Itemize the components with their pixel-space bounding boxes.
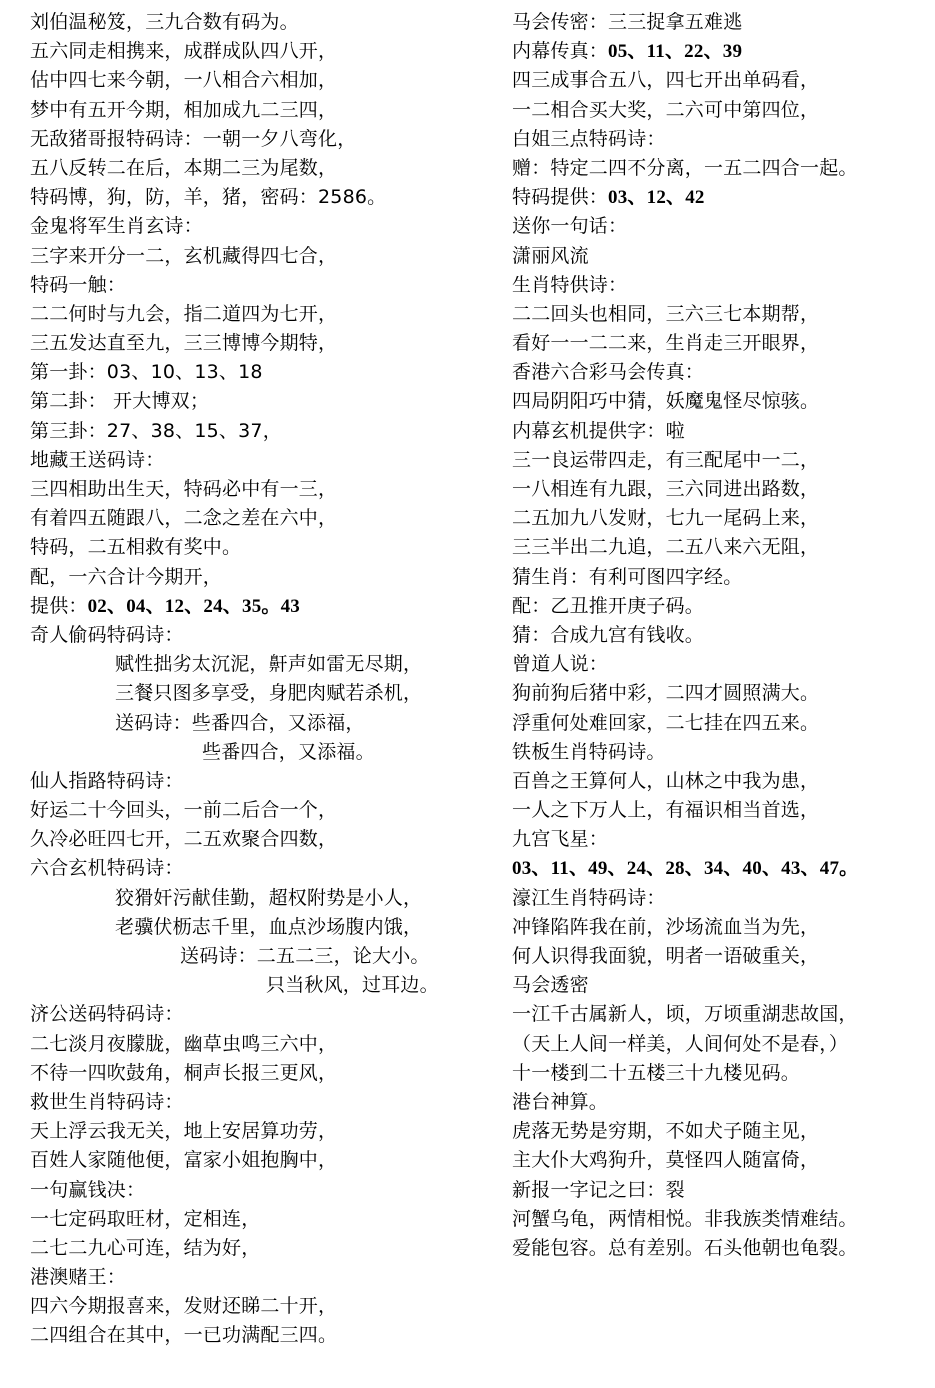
text-line <box>512 271 932 300</box>
line-text: 四局阴阳巧中猜，妖魔鬼怪尽惊骇。 <box>512 390 820 413</box>
text-line <box>512 1234 932 1263</box>
text-line <box>512 767 932 796</box>
text-line <box>30 971 490 1000</box>
text-line <box>512 1000 932 1029</box>
text-line <box>512 533 932 562</box>
text-line <box>512 446 932 475</box>
line-text: 三五发达直至九，三三博博今期特， <box>30 332 338 355</box>
line-text: 二四组合在其中，一已功满配三四。 <box>30 1324 338 1347</box>
line-text: 配：乙丑推开庚子码。 <box>512 594 705 617</box>
text-line <box>30 8 490 37</box>
line-text: 港澳赌王： <box>30 1266 127 1289</box>
line-text: 奇人偷码特码诗： <box>30 623 184 646</box>
number-sequence: 02、04、12、24、35。43 <box>87 595 301 617</box>
line-text: 金鬼将军生肖玄诗： <box>30 215 203 238</box>
text-line <box>30 96 490 125</box>
line-text: 港台神算。 <box>512 1090 609 1113</box>
text-line <box>512 387 932 416</box>
line-text: 送码诗：些番四合，又添福， <box>115 711 365 734</box>
line-text: 一八相连有九跟，三六同进出路数， <box>512 478 820 500</box>
line-text: 二二何时与九会，指二道四为七开， <box>30 302 338 325</box>
line-text: 一句赢钱决： <box>30 1178 146 1201</box>
text-line <box>512 125 932 154</box>
line-text: 二七二九心可连，结为好， <box>30 1236 261 1259</box>
text-line <box>30 738 490 767</box>
text-line <box>512 212 932 241</box>
line-text: 白姐三点特码诗： <box>512 127 666 150</box>
line-text: 特码博，狗，防，羊，猪，密码：2586。 <box>30 186 387 209</box>
line-text: 五八反转二在后，本期二三为尾数， <box>30 156 338 179</box>
line-text: 百姓人家随他便，富家小姐抱胸中， <box>30 1149 338 1172</box>
text-line <box>30 1146 490 1175</box>
line-text: 冲锋陷阵我在前，沙场流血当为先， <box>512 915 820 938</box>
line-text: 地藏王送码诗： <box>30 448 165 471</box>
text-line <box>30 125 490 154</box>
text-line <box>512 154 932 183</box>
line-text: 浮重何处难回家，二七挂在四五来。 <box>512 711 820 734</box>
text-line <box>30 271 490 300</box>
text-line <box>30 942 490 971</box>
text-line <box>512 96 932 125</box>
number-sequence: 03、12、42 <box>608 187 705 209</box>
text-line <box>30 183 490 212</box>
text-line <box>30 1263 490 1292</box>
line-text: 百兽之王算何人，山林之中我为患， <box>512 769 820 792</box>
text-line <box>30 592 490 621</box>
text-line <box>512 738 932 767</box>
text-line <box>512 504 932 533</box>
text-line <box>512 1146 932 1175</box>
text-line <box>30 358 490 387</box>
text-line <box>30 1030 490 1059</box>
line-text: 主大仆大鸡狗升，莫怪四人随富倚， <box>512 1149 820 1172</box>
text-line <box>30 37 490 66</box>
line-text: 第三卦：27、38、15、37， <box>30 419 282 442</box>
text-line <box>512 679 932 708</box>
text-line <box>30 475 490 504</box>
line-text: 内幕玄机提供字：啦 <box>512 419 685 442</box>
text-line <box>512 475 932 504</box>
text-line <box>30 417 490 446</box>
line-text: 刘伯温秘笈，三九合数有码为。 <box>30 11 299 33</box>
line-text: 特码，二五相救有奖中。 <box>30 536 242 559</box>
line-text: 三一良运带四走，有三配尾中一二， <box>512 448 820 471</box>
line-text: 濠江生肖特码诗： <box>512 886 666 909</box>
line-text: 五六同走相携来，成群成队四八开， <box>30 40 338 63</box>
text-line <box>30 1292 490 1321</box>
line-text: 三四相助出生天，特码必中有一三， <box>30 478 338 500</box>
text-line <box>30 66 490 95</box>
text-line <box>512 709 932 738</box>
line-text: 梦中有五开今期，相加成九二三四， <box>30 98 338 121</box>
line-text: 生肖特供诗： <box>512 273 628 296</box>
line-text: 只当秋风，过耳边。 <box>266 974 439 997</box>
text-line <box>30 533 490 562</box>
line-text: 马会透密 <box>512 974 589 997</box>
line-text: 九宫飞星： <box>512 828 609 851</box>
text-line <box>512 358 932 387</box>
text-line <box>512 942 932 971</box>
line-text: 三字来开分一二，玄机藏得四七合， <box>30 244 338 267</box>
line-text: 猜生肖：有利可图四字经。 <box>512 565 743 588</box>
line-text: 久冷必旺四七开，二五欢聚合四数， <box>30 828 338 851</box>
text-line <box>512 971 932 1000</box>
line-text: 送码诗：二五二三，论大小。 <box>180 945 430 967</box>
line-text: 二二回头也相同，三六三七本期帮， <box>512 302 820 325</box>
line-text: 估中四七来今朝，一八相合六相加， <box>30 69 338 92</box>
line-text: 一二相合买大奖，二六可中第四位， <box>512 98 820 121</box>
line-text: 仙人指路特码诗： <box>30 769 184 792</box>
text-line <box>512 1117 932 1146</box>
text-line <box>30 709 490 738</box>
line-text: 老骥伏枥志千里，血点沙场腹内饿， <box>115 915 423 938</box>
line-text: 配，一六合计今期开， <box>30 565 223 588</box>
line-text: 好运二十今回头，一前二后合一个， <box>30 799 338 822</box>
line-text: 一人之下万人上，有福识相当首选， <box>512 799 820 822</box>
line-label: 内幕传真： <box>512 40 609 63</box>
line-text: 些番四合，又添福。 <box>202 740 375 763</box>
line-text: 新报一字记之曰：裂 <box>512 1178 685 1201</box>
text-line <box>30 1176 490 1205</box>
text-line <box>30 796 490 825</box>
text-line <box>30 767 490 796</box>
line-text: 六合玄机特码诗： <box>30 857 184 880</box>
text-line <box>30 1321 490 1350</box>
text-line <box>512 66 932 95</box>
text-line <box>512 825 932 854</box>
line-text: 十一楼到二十五楼三十九楼见码。 <box>512 1061 801 1084</box>
line-text: 曾道人说： <box>512 653 609 676</box>
text-line <box>30 679 490 708</box>
line-text: 潇丽风流 <box>512 244 589 267</box>
line-text: 爱能包容。总有差别。石头他朝也龟裂。 <box>512 1236 858 1259</box>
text-line <box>512 1176 932 1205</box>
text-line <box>30 884 490 913</box>
line-text: 天上浮云我无关，地上安居算功劳， <box>30 1120 338 1143</box>
text-line <box>512 592 932 621</box>
line-text: 三餐只图多享受，身肥肉赋若杀机， <box>115 682 423 705</box>
line-text: 猜：合成九宫有钱收。 <box>512 623 705 646</box>
text-line <box>512 242 932 271</box>
line-text: 三三半出二九追，二五八来六无阻， <box>512 536 820 559</box>
text-line <box>30 621 490 650</box>
text-line <box>30 242 490 271</box>
text-line <box>30 1205 490 1234</box>
text-line <box>512 650 932 679</box>
text-line <box>512 854 932 883</box>
line-text: 赋性拙劣太沉泥，鼾声如雷无尽期， <box>115 653 423 676</box>
text-line <box>512 1205 932 1234</box>
text-line <box>512 621 932 650</box>
number-sequence: 05、11、22、39 <box>608 41 743 63</box>
text-line <box>30 154 490 183</box>
line-text: 河蟹乌龟，两情相悦。非我族类情难结。 <box>512 1207 858 1230</box>
text-line <box>30 650 490 679</box>
line-text: 不待一四吹鼓角，桐声长报三更风， <box>30 1061 338 1084</box>
line-text: 虎落无势是穷期，不如犬子随主见， <box>512 1120 820 1143</box>
text-line <box>30 504 490 533</box>
line-text: 狡猾奸污献佳勤，超权附势是小人， <box>115 886 423 909</box>
line-text: 特码一触： <box>30 273 127 296</box>
text-line <box>30 1234 490 1263</box>
line-text: 济公送码特码诗： <box>30 1003 184 1026</box>
line-text: 马会传密：三三捉拿五难逃 <box>512 11 743 33</box>
line-text: 第二卦： 开大博双； <box>30 390 210 413</box>
text-line <box>512 1088 932 1117</box>
text-line <box>512 1059 932 1088</box>
line-text: 何人识得我面貌，明者一语破重关， <box>512 945 820 967</box>
line-text: 狗前狗后猪中彩，二四才圆照满大。 <box>512 682 820 705</box>
line-label: 提供： <box>30 594 88 617</box>
line-text: 四六今期报喜来，发财还睇二十开， <box>30 1295 338 1318</box>
text-line <box>30 212 490 241</box>
text-line <box>512 796 932 825</box>
text-line <box>30 300 490 329</box>
text-line <box>30 563 490 592</box>
number-sequence: 03、11、49、24、28、34、40、43、47。 <box>512 858 859 880</box>
text-line <box>512 1030 932 1059</box>
text-line <box>512 913 932 942</box>
line-text: 赠：特定二四不分离，一五二四合一起。 <box>512 156 858 179</box>
text-line <box>30 1088 490 1117</box>
text-line <box>512 417 932 446</box>
line-text: 铁板生肖特码诗。 <box>512 740 666 763</box>
line-text: 救世生肖特码诗： <box>30 1090 184 1113</box>
line-text: 看好一一二二来，生肖走三开眼界， <box>512 332 820 355</box>
line-text: 无敌猪哥报特码诗：一朝一夕八弯化， <box>30 127 357 150</box>
text-line <box>512 37 932 66</box>
line-text: 有着四五随跟八，二念之差在六中， <box>30 507 338 530</box>
text-line <box>30 1059 490 1088</box>
line-text: （天上人间一样美，人间何处不是春，） <box>512 1032 849 1055</box>
text-line <box>512 329 932 358</box>
text-line <box>30 446 490 475</box>
text-line <box>512 8 932 37</box>
text-line <box>30 1117 490 1146</box>
line-text: 香港六合彩马会传真： <box>512 361 705 384</box>
text-line <box>30 854 490 883</box>
text-line <box>30 825 490 854</box>
line-text: 一江千古属新人，顷，万顷重湖悲故国， <box>512 1003 858 1026</box>
text-line <box>512 183 932 212</box>
line-text: 四三成事合五八，四七开出单码看， <box>512 69 820 92</box>
text-line <box>512 563 932 592</box>
left-column <box>30 8 490 1351</box>
line-text: 二七淡月夜朦胧，幽草虫鸣三六中， <box>30 1032 338 1055</box>
line-text: 一七定码取旺材，定相连， <box>30 1207 261 1230</box>
text-line <box>30 329 490 358</box>
line-text: 二五加九八发财，七九一尾码上来， <box>512 507 820 530</box>
text-line <box>512 300 932 329</box>
text-line <box>30 1000 490 1029</box>
line-text: 送你一句话： <box>512 215 628 238</box>
text-line <box>30 913 490 942</box>
line-label: 特码提供： <box>512 186 609 209</box>
line-text: 第一卦：03、10、13、18 <box>30 361 263 384</box>
text-line <box>30 387 490 416</box>
text-line <box>512 884 932 913</box>
right-column <box>512 8 932 1263</box>
